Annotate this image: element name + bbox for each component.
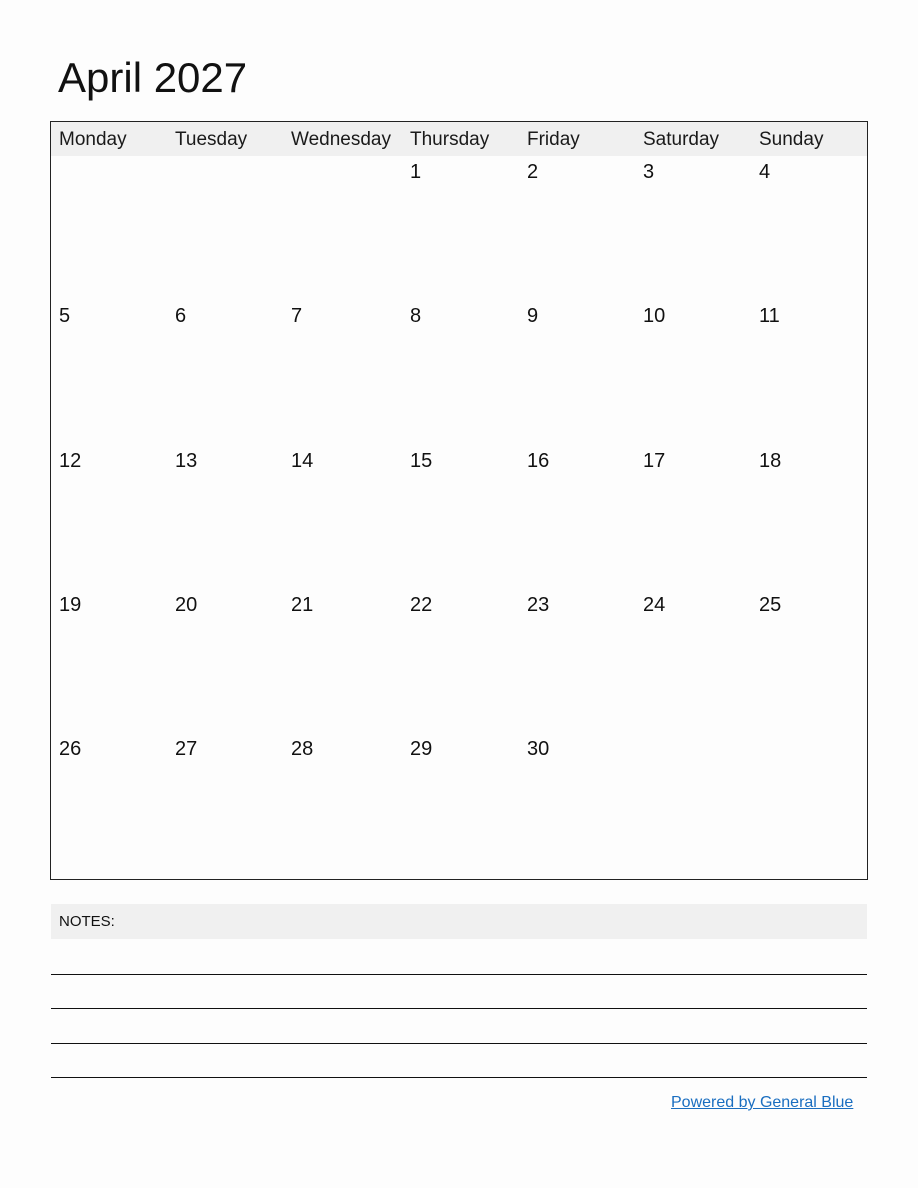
day-cell: 19 <box>59 594 82 616</box>
weekday-header-row <box>51 122 867 156</box>
day-cell: 12 <box>59 450 82 472</box>
day-cell: 5 <box>59 305 71 327</box>
day-cell: 8 <box>410 305 422 327</box>
notes-line <box>51 1043 867 1044</box>
weekday-thursday: Thursday <box>410 129 490 150</box>
day-cell: 30 <box>527 738 550 760</box>
weekday-monday: Monday <box>59 129 127 150</box>
weekday-friday: Friday <box>527 129 580 150</box>
day-cell: 23 <box>527 594 550 616</box>
day-cell: 6 <box>175 305 187 327</box>
calendar-grid <box>50 121 868 880</box>
notes-header <box>51 904 867 939</box>
day-cell: 24 <box>643 594 666 616</box>
day-cell: 4 <box>759 161 771 183</box>
weekday-sunday: Sunday <box>759 129 824 150</box>
day-cell: 1 <box>410 161 422 183</box>
day-cell: 26 <box>59 738 82 760</box>
day-cell: 14 <box>291 450 314 472</box>
day-cell: 18 <box>759 450 782 472</box>
day-cell: 25 <box>759 594 782 616</box>
day-cell: 27 <box>175 738 198 760</box>
day-cell: 10 <box>643 305 666 327</box>
notes-label: NOTES: <box>59 913 115 930</box>
page-title: April 2027 <box>58 54 248 101</box>
day-cell: 29 <box>410 738 433 760</box>
notes-line <box>51 974 867 975</box>
day-cell: 28 <box>291 738 314 760</box>
weekday-wednesday: Wednesday <box>291 129 391 150</box>
day-cell: 13 <box>175 450 198 472</box>
day-cell: 20 <box>175 594 198 616</box>
day-cell: 9 <box>527 305 539 327</box>
day-cell: 3 <box>643 161 655 183</box>
weekday-saturday: Saturday <box>643 129 720 150</box>
day-cell: 16 <box>527 450 550 472</box>
day-cell: 22 <box>410 594 433 616</box>
powered-by-link[interactable]: Powered by General Blue <box>671 1094 854 1111</box>
weekday-tuesday: Tuesday <box>175 129 248 150</box>
day-cell: 21 <box>291 594 314 616</box>
day-cell: 17 <box>643 450 666 472</box>
day-cell: 7 <box>291 305 303 327</box>
notes-line <box>51 1077 867 1078</box>
day-cell: 2 <box>527 161 539 183</box>
day-cell: 15 <box>410 450 433 472</box>
day-cell: 11 <box>759 305 780 327</box>
notes-line <box>51 1008 867 1009</box>
